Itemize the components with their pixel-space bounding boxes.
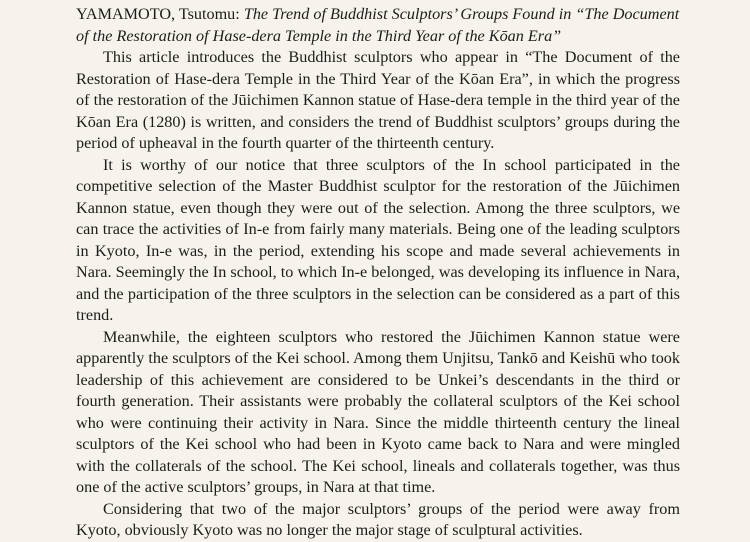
abstract-paragraph-4: Considering that two of the major sculptors’ groups of the period were away from Kyoto, obviously Kyoto was no longer the major stage of sculptural activities. [76,499,680,539]
article-title-line-2: of the Restoration of Hase-dera Temple in the Third Year of the Kōan Era” [76,26,562,45]
article-title-line-1: The Trend of Buddhist Sculptors’ Groups Found in “The Document [243,5,680,23]
author-name: YAMAMOTO, Tsutomu: [76,5,240,23]
abstract-paragraph-3: Meanwhile, the eighteen sculptors who restored the Jūichimen Kannon statue were apparently the sculptors of the Kei school. Among them Unjitsu, Tankō and Keishū who took leadership of this achievement are considered to be Unkei’s descendants in the third or fourth generation. Their assistants were probably the collateral sculptors of the Kei school who were continuing their activity in Nara. Since the middle thirteenth century the lineal sculptors of the Kei school who had been in Kyoto came back to Nara and were mingled with the collaterals of the school. The Kei school, lineals and collaterals together, was thus one of the active sculptors’ groups, in Nara at that time. [76,327,680,496]
article-header [76,4,680,47]
abstract-paragraph-2: It is worthy of our notice that three sculptors of the In school participated in the competitive selection of the Master Buddhist sculptor for the restoration of the Jūichimen Kannon statue, even though they were out of the selection. Among the three sculptors, we can trace the activities of In-e from fairly many materials. Being one of the leading sculptors in Kyoto, In-e was, in the period, extending his scope and made several achievements in Nara. Seemingly the In school, to which In-e belonged, was developing its influence in Nara, and the participation of the three sculptors in the selection can be considered as a part of this trend. [76,155,680,324]
abstract-paragraph-1: This article introduces the Buddhist sculptors who appear in “The Document of the Restoration of Hase-dera Temple in the Third Year of the Kōan Era”, in which the progress of the restoration of the Jūichimen Kannon statue of Hase-dera temple in the third year of the Kōan Era (1280) is written, and considers the trend of Buddhist sculptors’ groups during the period of upheaval in the fourth quarter of the thirteenth century. [76,48,680,152]
